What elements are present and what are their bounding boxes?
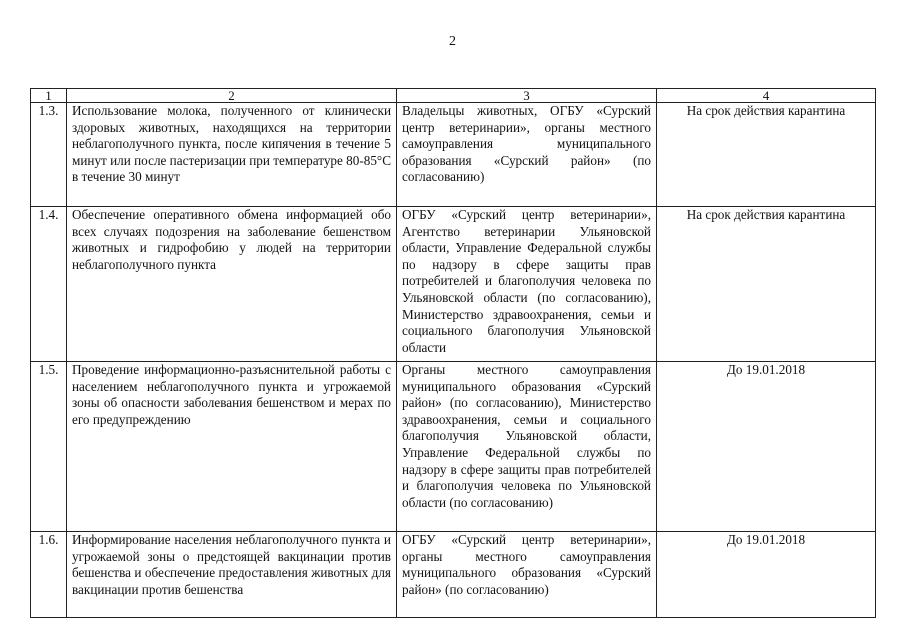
page-number: 2: [449, 34, 456, 49]
measure-text: Обеспечение оперативного обмена информацией обо всех случаях подозрения на заболевание бешенством животных и гидрофобию у людей на территории неблагополучного пункта: [67, 207, 397, 362]
table-row: [31, 103, 876, 207]
term-text: На срок действия карантина: [657, 103, 876, 207]
term-text: На срок действия карантина: [657, 207, 876, 362]
row-number: 1.5.: [31, 362, 67, 532]
table-row: [31, 207, 876, 362]
column-header: 4: [657, 89, 876, 103]
executors-text: Владельцы животных, ОГБУ «Сурский центр ветеринарии», органы местного самоуправления муниципального образования «Сурский район» (по согласованию): [397, 103, 657, 207]
column-header: 1: [31, 89, 67, 103]
term-text: До 19.01.2018: [657, 532, 876, 618]
executors-text: ОГБУ «Сурский центр ветеринарии», органы местного самоуправления муниципального образования «Сурский район» (по согласованию): [397, 532, 657, 618]
row-number: 1.6.: [31, 532, 67, 618]
executors-text: Органы местного самоуправления муниципального образования «Сурский район» (по согласованию), Министерство здравоохранения, семьи и социального благополучия Ульяновской области, Управление Федеральной службы по надзору в сфере защиты прав потребителей и благополучия человека по Ульяновской области (по согласованию): [397, 362, 657, 532]
table-header-row: [31, 89, 876, 103]
measure-text: Информирование населения неблагополучного пункта и угрожаемой зоны о предстоящей вакцинации против бешенства и обеспечение предоставления животных для вакцинации против бешенства: [67, 532, 397, 618]
column-header: 3: [397, 89, 657, 103]
measure-text: Использование молока, полученного от клинически здоровых животных, находящихся на территории неблагополучного пункта, после кипячения в течение 5 минут или после пастеризации при температуре 80-85°С в течение 30 минут: [67, 103, 397, 207]
term-text: До 19.01.2018: [657, 362, 876, 532]
table-row: [31, 362, 876, 532]
measure-text: Проведение информационно-разъяснительной работы с населением неблагополучного пункта и угрожаемой зоны об опасности заболевания бешенством и мерах по его предупреждению: [67, 362, 397, 532]
table-row: [31, 532, 876, 618]
row-number: 1.4.: [31, 207, 67, 362]
column-header: 2: [67, 89, 397, 103]
measures-table: [30, 88, 876, 618]
row-number: 1.3.: [31, 103, 67, 207]
executors-text: ОГБУ «Сурский центр ветеринарии», Агентство ветеринарии Ульяновской области, Управление Федеральной службы по надзору в сфере защиты прав потребителей и благополучия человека по Ульяновской области (по согласованию), Министерство здравоохранения, семьи и социального благополучия Ульяновской области: [397, 207, 657, 362]
